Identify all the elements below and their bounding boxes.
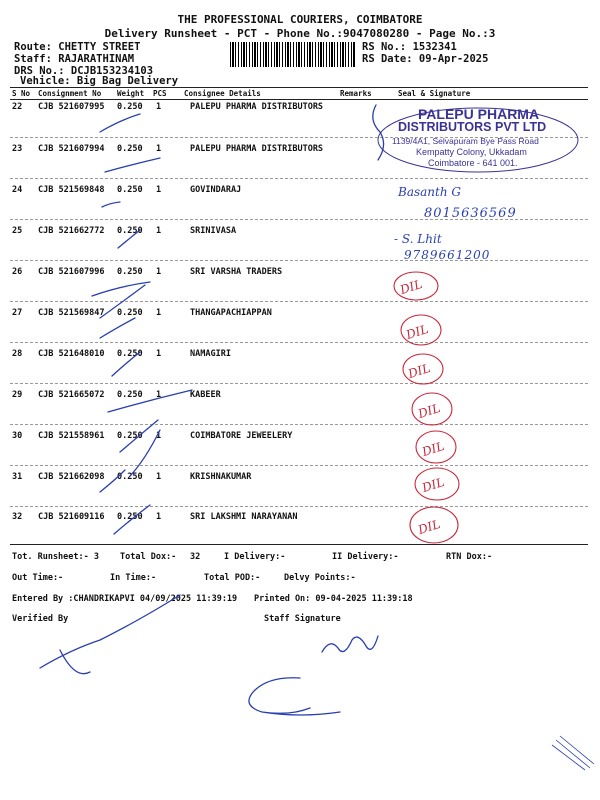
- col-consignee: Consignee Details: [184, 89, 261, 98]
- col-pcs: PCS: [153, 89, 167, 98]
- row-weight: 0.250: [117, 349, 143, 359]
- row-consignment: CJB 521569848: [38, 185, 105, 195]
- tick-mark: [118, 230, 140, 248]
- tick-mark: [102, 202, 120, 207]
- rtn-dox: RTN Dox:-: [446, 552, 493, 562]
- dil-mark-29: DIL: [416, 400, 442, 422]
- tick-mark: [120, 420, 158, 452]
- row-consignment: CJB 521609116: [38, 512, 105, 522]
- verified-by: Verified By: [12, 614, 69, 624]
- row-pcs: 1: [156, 472, 162, 482]
- row-weight: 0.250: [117, 308, 143, 318]
- large-signature: [249, 678, 340, 715]
- col-consignment: Consignment No: [38, 89, 102, 98]
- row-consignee: KABEER: [190, 390, 221, 400]
- staff-signature: Staff Signature: [264, 614, 341, 624]
- row-pcs: 1: [156, 226, 162, 236]
- rs-no: RS No.: 1532341: [362, 41, 457, 53]
- stamp-oval: [378, 108, 578, 172]
- tick-mark: [100, 470, 125, 492]
- vehicle: Vehicle: Big Bag Delivery: [20, 75, 179, 87]
- tick-mark: [100, 114, 140, 132]
- row-sno: 24: [12, 185, 23, 195]
- dil-circle: [394, 272, 438, 300]
- route: Route: CHETTY STREET: [14, 41, 141, 53]
- row-weight: 0.250: [117, 226, 143, 236]
- row-weight: 0.250: [117, 144, 143, 154]
- row-pcs: 1: [156, 308, 162, 318]
- dil-mark-31: DIL: [420, 474, 446, 496]
- runsheet-title: Delivery Runsheet - PCT - Phone No.:9047080280 - Page No.:3: [104, 27, 496, 40]
- tick-mark: [112, 352, 140, 376]
- handwritten-name-24: Basanth G: [398, 185, 461, 199]
- row-consignee: SRI VARSHA TRADERS: [190, 267, 283, 277]
- rs-date: RS Date: 09-Apr-2025: [362, 53, 489, 65]
- total-pod: Total POD:-: [204, 573, 261, 583]
- dil-mark-26: DIL: [398, 276, 424, 298]
- tick-mark: [92, 282, 150, 296]
- dil-circle: [416, 431, 456, 463]
- tick-mark: [130, 430, 160, 476]
- row-consignee: PALEPU PHARMA DISTRIBUTORS: [190, 102, 324, 112]
- row-pcs: 1: [156, 512, 162, 522]
- row-weight: 0.250: [117, 267, 143, 277]
- row-consignment: CJB 521569847: [38, 308, 105, 318]
- row-sno: 29: [12, 390, 23, 400]
- stamp-line-4: Kempatty Colony, Ukkadam: [416, 147, 527, 157]
- row-weight: 0.250: [117, 431, 143, 441]
- row-consignment: CJB 521648010: [38, 349, 105, 359]
- row-sno: 27: [12, 308, 23, 318]
- corner-staple-mark: [552, 736, 594, 770]
- row-consignee: KRISHNAKUMAR: [190, 472, 252, 482]
- row-consignment: CJB 521607994: [38, 144, 105, 154]
- row-sno: 25: [12, 226, 23, 236]
- i-delivery: I Delivery:-: [224, 552, 286, 562]
- dil-circle: [415, 468, 459, 500]
- row-consignment: CJB 521662098: [38, 472, 105, 482]
- verified-signature: [40, 595, 180, 674]
- delvy-points: Delvy Points:-: [284, 573, 356, 583]
- row-pcs: 1: [156, 267, 162, 277]
- row-consignee: COIMBATORE JEWEELERY: [190, 431, 293, 441]
- ii-delivery: II Delivery:-: [332, 552, 399, 562]
- row-sno: 30: [12, 431, 23, 441]
- row-pcs: 1: [156, 390, 162, 400]
- row-weight: 0.250: [117, 512, 143, 522]
- dil-circle: [412, 393, 452, 425]
- row-pcs: 1: [156, 185, 162, 195]
- row-consignee: PALEPU PHARMA DISTRIBUTORS: [190, 144, 324, 154]
- handwritten-phone-24: 8015636569: [424, 206, 517, 221]
- row-consignee: SRI LAKSHMI NARAYANAN: [190, 512, 298, 522]
- handwritten-phone-25: 9789661200: [404, 248, 491, 262]
- row-sno: 28: [12, 349, 23, 359]
- dil-mark-27: DIL: [404, 321, 430, 343]
- col-remarks: Remarks: [340, 89, 372, 98]
- company-name: THE PROFESSIONAL COURIERS, COIMBATORE: [177, 13, 423, 26]
- dil-circle: [410, 507, 458, 543]
- row-sno: 26: [12, 267, 23, 277]
- stamp-line-2: DISTRIBUTORS PVT LTD: [398, 120, 547, 134]
- dil-circle: [401, 315, 441, 345]
- row-consignee: GOVINDARAJ: [190, 185, 242, 195]
- total-dox-label: Total Dox:-: [120, 552, 177, 562]
- row-pcs: 1: [156, 431, 162, 441]
- dil-circle: [403, 354, 443, 384]
- tick-mark: [114, 505, 150, 534]
- stamp-line-3: 1139/4A1, Selvapuram Bye Pass Road: [392, 136, 539, 146]
- row-consignment: CJB 521607996: [38, 267, 105, 277]
- drs-no: DRS No.: DCJB153234103: [14, 65, 154, 77]
- row-weight: 0.250: [117, 472, 143, 482]
- dil-mark-30: DIL: [420, 438, 446, 460]
- col-weight: Weight: [117, 89, 145, 98]
- row-weight: 0.250: [117, 102, 143, 112]
- row-consignee: SRINIVASA: [190, 226, 237, 236]
- col-sno: S No: [12, 89, 31, 98]
- row-pcs: 1: [156, 144, 162, 154]
- row-sno: 31: [12, 472, 23, 482]
- row-consignment: CJB 521665072: [38, 390, 105, 400]
- row-weight: 0.250: [117, 390, 143, 400]
- staff: Staff: RAJARATHINAM: [14, 53, 135, 65]
- row-consignment: CJB 521662772: [38, 226, 105, 236]
- row-sno: 23: [12, 144, 23, 154]
- tick-mark: [105, 158, 160, 172]
- in-time: In Time:-: [110, 573, 157, 583]
- tick-mark: [108, 390, 192, 412]
- entered-by: Entered By :CHANDRIKAPVI 04/09/2025 11:39:19: [12, 594, 238, 604]
- tick-mark: [100, 285, 145, 318]
- row-pcs: 1: [156, 349, 162, 359]
- printed-on: Printed On: 09-04-2025 11:39:18: [254, 594, 413, 604]
- row-consignment: CJB 521558961: [38, 431, 105, 441]
- stamp-line-1: PALEPU PHARMA: [418, 106, 540, 122]
- remarks-scribble: [373, 105, 384, 160]
- stamp-line-5: Coimbatore - 641 001.: [428, 158, 518, 168]
- total-dox-value: 32: [190, 552, 201, 562]
- row-weight: 0.250: [117, 185, 143, 195]
- tot-runsheet: Tot. Runsheet:- 3: [12, 552, 99, 562]
- row-consignee: THANGAPACHIAPPAN: [190, 308, 272, 318]
- row-sno: 32: [12, 512, 23, 522]
- staff-signature-stroke: [322, 636, 378, 652]
- tick-mark: [100, 318, 135, 338]
- row-consignment: CJB 521607995: [38, 102, 105, 112]
- handwritten-name-25: - S. Lhit: [394, 232, 442, 246]
- dil-mark-32: DIL: [416, 516, 442, 538]
- row-sno: 22: [12, 102, 23, 112]
- row-consignee: NAMAGIRI: [190, 349, 231, 359]
- out-time: Out Time:-: [12, 573, 64, 583]
- col-seal: Seal & Signature: [398, 89, 471, 98]
- dil-mark-28: DIL: [406, 360, 432, 382]
- row-pcs: 1: [156, 102, 162, 112]
